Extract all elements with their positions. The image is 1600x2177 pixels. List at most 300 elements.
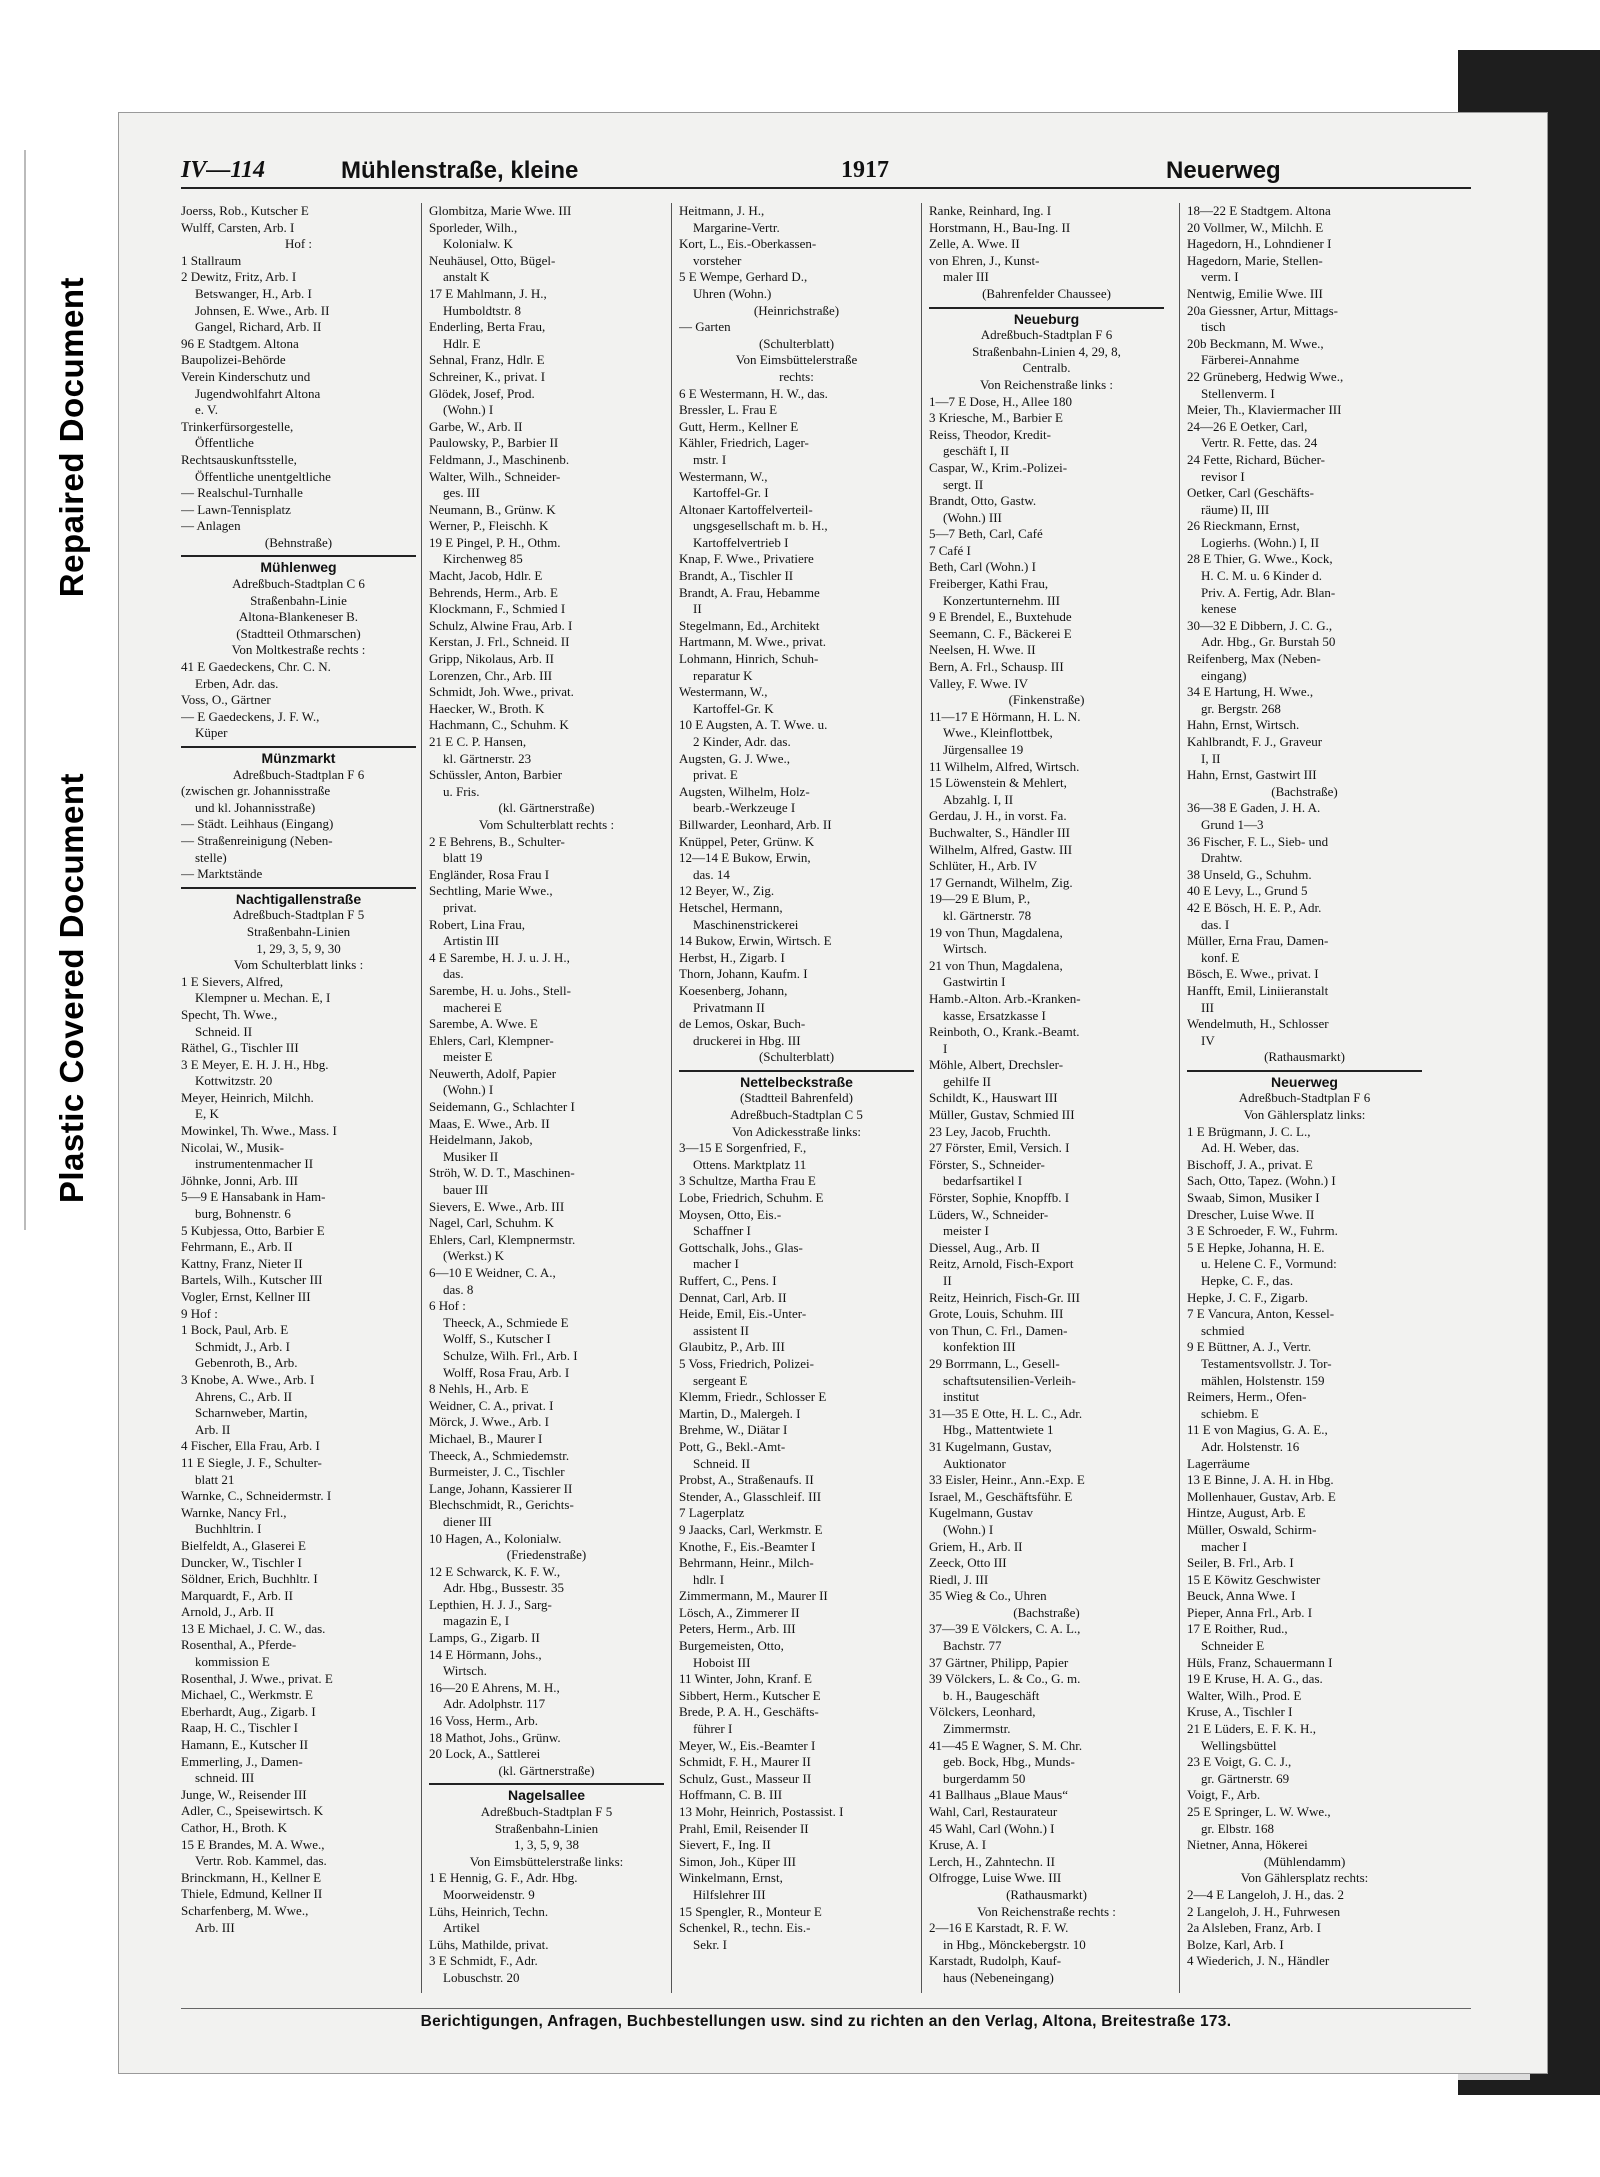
section-note: Von Gählersplatz links:: [1243, 1107, 1366, 1123]
directory-entry: 16 Voss, Herm., Arb.: [429, 1713, 538, 1729]
directory-entry: 1 E Brügmann, J. C. L.,: [1187, 1123, 1311, 1139]
entry-continuation: I: [943, 1040, 948, 1056]
directory-entry: Schulz, Gust., Masseur II: [679, 1770, 812, 1786]
directory-entry: Räthel, G., Tischler III: [181, 1040, 299, 1056]
directory-entry: 15 E Brandes, M. A. Wwe.,: [181, 1836, 325, 1852]
directory-entry: Heide, Emil, Eis.-Unter-: [679, 1306, 807, 1322]
directory-entry: 11 E von Magius, G. A. E.,: [1187, 1422, 1328, 1438]
directory-entry: Karstadt, Rudolph, Kauf-: [929, 1953, 1062, 1969]
section-note: (Behnstraße): [264, 534, 333, 550]
directory-entry: Bischoff, J. A., privat. E: [1187, 1156, 1313, 1172]
directory-entry: Lühs, Heinrich, Techn.: [429, 1903, 549, 1919]
directory-entry: Brinckmann, H., Kellner E: [181, 1869, 322, 1885]
entry-continuation: kl. Gärtnerstr. 23: [443, 750, 532, 766]
directory-entry: Förster, S., Schneider-: [929, 1156, 1045, 1172]
entry-continuation: schiebm. E: [1201, 1405, 1259, 1421]
directory-entry: Reitz, Heinrich, Fisch-Gr. III: [929, 1289, 1080, 1305]
section-note: (Schulterblatt): [758, 335, 835, 351]
entry-continuation: konf. E: [1201, 949, 1240, 965]
entry-continuation: Färberei-Annahme: [1201, 352, 1300, 368]
entry-continuation: Margarine-Vertr.: [693, 219, 780, 235]
directory-entry: Kugelmann, Gustav: [929, 1505, 1033, 1521]
directory-entry: — Marktstände: [181, 866, 263, 882]
section-note: (Finkenstraße): [1008, 692, 1085, 708]
section-note: Adreßbuch-Stadtplan F 5: [480, 1804, 613, 1819]
entry-continuation: meister E: [443, 1049, 493, 1065]
entry-continuation: Zimmermstr.: [943, 1721, 1011, 1737]
directory-entry: 11 Wilhelm, Alfred, Wirtsch.: [929, 758, 1080, 774]
directory-entry: Gripp, Nikolaus, Arb. II: [429, 651, 554, 667]
directory-entry: Lüders, W., Schneider-: [929, 1206, 1049, 1222]
directory-entry: Klemm, Friedr., Schlosser E: [679, 1389, 827, 1405]
entry-continuation: anstalt K: [443, 269, 490, 285]
directory-entry: Pott, G., Bekl.-Amt-: [679, 1438, 786, 1454]
column-divider: [421, 203, 422, 1993]
directory-entry: 10 E Augsten, A. T. Wwe. u.: [679, 717, 828, 733]
entry-continuation: Wolff, Rosa Frau, Arb. I: [443, 1364, 570, 1380]
directory-entry: 5—9 E Hansabank in Ham-: [181, 1189, 326, 1205]
directory-entry: Sechtling, Marie Wwe.,: [429, 883, 553, 899]
directory-entry: 18—22 E Stadtgem. Altona: [1187, 203, 1331, 218]
section-note: Straßenbahn-Linien 4, 29, 8,: [972, 343, 1121, 359]
directory-entry: 3 E Schroeder, F. W., Fuhrm.: [1187, 1223, 1338, 1239]
directory-entry: 20a Giessner, Artur, Mittags-: [1187, 302, 1338, 318]
entry-continuation: Arb. II: [195, 1421, 231, 1437]
directory-entry: 33 Eisler, Heinr., Ann.-Exp. E: [929, 1472, 1085, 1488]
entry-continuation: IV: [1201, 1032, 1215, 1048]
entry-continuation: bedarfsartikel I: [943, 1173, 1023, 1189]
directory-entry: 9 Jaacks, Carl, Werkmstr. E: [679, 1521, 823, 1537]
directory-entry: Meyer, W., Eis.-Beamter I: [679, 1737, 816, 1753]
directory-entry: Joerss, Rob., Kutscher E: [181, 203, 309, 218]
entry-continuation: u. Fris.: [443, 783, 480, 799]
directory-entry: 11 Winter, John, Kranf. E: [679, 1671, 812, 1687]
directory-entry: Hüls, Franz, Schauermann I: [1187, 1654, 1333, 1670]
directory-entry: Walter, Wilh., Schneider-: [429, 468, 561, 484]
directory-entry: Valley, F. Wwe. IV: [929, 675, 1028, 691]
entry-continuation: H. C. M. u. 6 Kinder d.: [1201, 568, 1322, 584]
directory-entry: Schenkel, R., techn. Eis.-: [679, 1920, 811, 1936]
directory-entry: Brede, P. A. H., Geschäfts-: [679, 1704, 819, 1720]
directory-entry: Schreiner, K., privat. I: [429, 368, 546, 384]
directory-entry: Voss, O., Gärtner: [181, 692, 271, 708]
directory-entry: 36—38 E Gaden, J. H. A.: [1187, 800, 1321, 816]
directory-entry: Glödek, Josef, Prod.: [429, 385, 535, 401]
directory-entry: 23 Ley, Jacob, Fruchth.: [929, 1123, 1051, 1139]
section-note: (Mühlendamm): [1263, 1853, 1346, 1869]
entry-continuation: e. V.: [195, 402, 218, 418]
header-left-street: Mühlenstraße, kleine: [341, 157, 579, 184]
section-note: Vom Schulterblatt rechts :: [478, 816, 615, 832]
entry-continuation: Grund 1—3: [1201, 816, 1264, 832]
directory-entry: — Straßenreinigung (Neben-: [181, 832, 333, 848]
column-4: [929, 203, 1164, 1993]
section-note: Straßenbahn-Linien: [494, 1820, 599, 1836]
directory-entry: Hetschel, Hermann,: [679, 899, 783, 915]
directory-entry: Kort, L., Eis.-Oberkassen-: [679, 236, 817, 252]
entry-continuation: burgerdamm 50: [943, 1770, 1026, 1786]
entry-continuation: Sekr. I: [693, 1936, 727, 1952]
directory-entry: 20 Vollmer, W., Milchh. E: [1187, 219, 1324, 235]
column-3: [679, 203, 914, 1993]
entry-continuation: räume) II, III: [1201, 501, 1270, 517]
directory-entry: Pieper, Anna Frl., Arb. I: [1187, 1604, 1313, 1620]
directory-entry: Maas, E. Wwe., Arb. II: [429, 1115, 550, 1131]
directory-entry: Hepke, J. C. F., Zigarb.: [1187, 1289, 1308, 1305]
entry-continuation: druckerei in Hbg. III: [693, 1032, 801, 1048]
directory-entry: Augsten, G. J. Wwe.,: [679, 750, 790, 766]
directory-entry: Zelle, A. Wwe. II: [929, 236, 1020, 252]
directory-entry: Buchwalter, S., Händler III: [929, 824, 1070, 840]
directory-entry: 11—17 E Hörmann, H. L. N.: [929, 708, 1081, 724]
directory-entry: Hamb.-Alton. Arb.-Kranken-: [929, 990, 1081, 1006]
directory-entry: Burgemeisten, Otto,: [679, 1638, 784, 1654]
section-note: Von Gählersplatz rechts:: [1240, 1870, 1369, 1886]
directory-entry: Hanfft, Emil, Liniieranstalt: [1187, 982, 1329, 998]
street-heading: Nettelbeckstraße: [679, 1070, 914, 1091]
directory-entry: Reimers, Herm., Ofen-: [1187, 1389, 1307, 1405]
directory-entry: Schmidt, F. H., Maurer II: [679, 1754, 811, 1770]
directory-entry: Raap, H. C., Tischler I: [181, 1720, 298, 1736]
section-note: Adreßbuch-Stadtplan F 6: [980, 327, 1113, 343]
directory-entry: — Anlagen: [181, 518, 241, 534]
directory-entry: Emmerling, J., Damen-: [181, 1753, 303, 1769]
directory-entry: 21 von Thun, Magdalena,: [929, 957, 1063, 973]
directory-entry: 1 E Hennig, G. F., Adr. Hbg.: [429, 1870, 578, 1886]
directory-entry: 15 Spengler, R., Monteur E: [679, 1903, 822, 1919]
header-right-street: Neuerweg: [1166, 157, 1281, 184]
entry-continuation: haus (Nebeneingang): [943, 1969, 1054, 1985]
directory-entry: Sievers, E. Wwe., Arb. III: [429, 1198, 565, 1214]
directory-entry: Reinboth, O., Krank.-Beamt.: [929, 1024, 1080, 1040]
entry-continuation: Maschinenstrickerei: [693, 916, 799, 932]
directory-entry: Wulff, Carsten, Arb. I: [181, 219, 295, 235]
directory-entry: 12 E Schwarck, K. F. W.,: [429, 1563, 561, 1579]
directory-entry: Thiele, Edmund, Kellner II: [181, 1886, 323, 1902]
directory-entry: 1 Bock, Paul, Arb. E: [181, 1322, 289, 1338]
entry-continuation: hdlr. I: [693, 1571, 725, 1587]
directory-entry: Gerdau, J. H., in vorst. Fa.: [929, 808, 1067, 824]
publisher-footer: Berichtigungen, Anfragen, Buchbestellungen usw. sind zu richten an den Verlag, Altona, Breitestraße 173.: [181, 2008, 1471, 2031]
entry-continuation: Schneider E: [1201, 1638, 1265, 1654]
directory-entry: 20 Lock, A., Sattlerei: [429, 1746, 541, 1762]
directory-entry: 42 E Bösch, H. E. P., Adr.: [1187, 899, 1322, 915]
directory-entry: Kruse, A., Tischler I: [1187, 1704, 1293, 1720]
directory-entry: Diessel, Aug., Arb. II: [929, 1239, 1040, 1255]
directory-entry: 12 Beyer, W., Zig.: [679, 883, 775, 899]
directory-entry: 7 Café I: [929, 542, 971, 558]
directory-entry: Sarembe, H. u. Johs., Stell-: [429, 982, 571, 998]
entry-continuation: assistent II: [693, 1322, 749, 1338]
directory-entry: Michael, C., Werkmstr. E: [181, 1687, 313, 1703]
directory-entry: 2 E Behrens, B., Schulter-: [429, 833, 565, 849]
entry-continuation: Johnsen, E. Wwe., Arb. II: [195, 302, 330, 318]
entry-continuation: Musiker II: [443, 1148, 499, 1164]
directory-entry: 41 E Gaedeckens, Chr. C. N.: [181, 659, 331, 675]
directory-entry: 2a Alsleben, Franz, Arb. I: [1187, 1920, 1321, 1936]
directory-entry: Feldmann, J., Maschinenb.: [429, 451, 570, 467]
directory-entry: Kerstan, J. Frl., Schneid. II: [429, 634, 570, 650]
directory-entry: Engländer, Rosa Frau I: [429, 866, 550, 882]
entry-continuation: (Wohn.) I: [443, 402, 494, 418]
directory-entry: Neelsen, H. Wwe. II: [929, 642, 1036, 658]
directory-entry: Glombitza, Marie Wwe. III: [429, 203, 572, 218]
directory-entry: Sievert, F., Ing. II: [679, 1837, 771, 1853]
directory-entry: Knüppel, Peter, Grünw. K: [679, 833, 815, 849]
page-number: IV—114: [181, 157, 266, 183]
entry-continuation: Privatmann II: [693, 999, 765, 1015]
directory-entry: Nietner, Anna, Hökerei: [1187, 1837, 1308, 1853]
entry-continuation: mstr. I: [693, 451, 727, 467]
entry-continuation: Abzahlg. I, II: [943, 791, 1014, 807]
directory-entry: 2—4 E Langeloh, J. H., das. 2: [1187, 1886, 1345, 1902]
directory-entry: Lerch, H., Zahntechn. II: [929, 1853, 1055, 1869]
entry-continuation: Artikel: [443, 1920, 480, 1936]
directory-entry: Billwarder, Leonhard, Arb. II: [679, 816, 832, 832]
directory-entry: Peters, Herm., Arb. III: [679, 1621, 796, 1637]
entry-continuation: Öffentliche: [195, 435, 254, 451]
directory-entry: 24 Fette, Richard, Bücher-: [1187, 451, 1326, 467]
directory-entry: Fehrmann, E., Arb. II: [181, 1239, 293, 1255]
directory-entry: Warnke, C., Schneidermstr. I: [181, 1488, 332, 1504]
entry-continuation: I, II: [1201, 750, 1221, 766]
directory-entry: 3 Schultze, Martha Frau E: [679, 1173, 816, 1189]
directory-entry: 17 E Roither, Rud.,: [1187, 1621, 1288, 1637]
directory-entry: Sehnal, Franz, Hdlr. E: [429, 352, 545, 368]
directory-entry: Oetker, Carl (Geschäfts-: [1187, 485, 1314, 501]
entry-continuation: ungsgesellschaft m. b. H.,: [693, 518, 828, 534]
directory-entry: Theeck, A., Schmiedemstr.: [429, 1447, 570, 1463]
directory-entry: von Thun, C. Frl., Damen-: [929, 1322, 1068, 1338]
entry-continuation: Auktionator: [943, 1455, 1006, 1471]
entry-continuation: Hoboist III: [693, 1654, 751, 1670]
directory-entry: Weidner, C. A., privat. I: [429, 1397, 554, 1413]
entry-continuation: b. H., Baugeschäft: [943, 1687, 1040, 1703]
directory-entry: Knap, F. Wwe., Privatiere: [679, 551, 814, 567]
directory-entry: 5 E Wempe, Gerhard D.,: [679, 269, 808, 285]
entry-continuation: das. I: [1201, 916, 1230, 932]
entry-continuation: Schaffner I: [693, 1223, 751, 1239]
entry-continuation: u. Helene C. F., Vormund:: [1201, 1256, 1337, 1272]
entry-continuation: gr. Elbstr. 168: [1201, 1820, 1274, 1836]
directory-entry: Wahl, Carl, Restaurateur: [929, 1804, 1058, 1819]
entry-continuation: geb. Bock, Hbg., Munds-: [943, 1754, 1075, 1770]
section-note: (kl. Gärtnerstraße): [498, 1762, 595, 1778]
entry-continuation: Wwe., Kleinflottbek,: [943, 725, 1053, 741]
entry-continuation: Ottens. Marktplatz 11: [693, 1156, 807, 1172]
directory-entry: Seiler, B. Frl., Arb. I: [1187, 1555, 1294, 1571]
directory-entry: Bielfeldt, A., Glaserei E: [181, 1537, 306, 1553]
directory-entry: Hahn, Ernst, Gastwirt III: [1187, 767, 1317, 783]
section-note: Von Eimsbüttelerstraße links:: [469, 1853, 624, 1869]
directory-entry: Reiss, Theodor, Kredit-: [929, 426, 1051, 442]
directory-entry: Behrends, Herm., Arb. E: [429, 584, 558, 600]
entry-continuation: Adr. Adolphstr. 117: [443, 1696, 546, 1712]
directory-entry: 38 Unseld, G., Schuhm.: [1187, 866, 1312, 882]
directory-entry: Glaubitz, P., Arb. III: [679, 1339, 785, 1355]
directory-entry: 12—14 E Bukow, Erwin,: [679, 850, 811, 866]
entry-continuation: II: [943, 1273, 952, 1288]
directory-entry: 37 Gärtner, Philipp, Papier: [929, 1654, 1069, 1670]
directory-entry: Mowinkel, Th. Wwe., Mass. I: [181, 1123, 337, 1139]
directory-entry: 37—39 E Völckers, C. A. L.,: [929, 1621, 1081, 1637]
entry-continuation: Küper: [195, 725, 228, 741]
directory-entry: 28 E Thier, G. Wwe., Kock,: [1187, 551, 1333, 567]
directory-page: [118, 112, 1548, 2074]
entry-continuation: Arb. III: [195, 1919, 235, 1935]
directory-entry: 41—45 E Wagner, S. M. Chr.: [929, 1737, 1083, 1753]
entry-continuation: kl. Gärtnerstr. 78: [943, 907, 1032, 923]
entry-continuation: stelle): [195, 849, 227, 865]
directory-entry: 1 E Sievers, Alfred,: [181, 973, 284, 989]
directory-entry: de Lemos, Oskar, Buch-: [679, 1016, 806, 1032]
entry-continuation: verm. I: [1201, 269, 1239, 285]
directory-entry: 19 E Pingel, P. H., Othm.: [429, 534, 561, 550]
directory-entry: 1—7 E Dose, H., Allee 180: [929, 393, 1072, 409]
section-note: Von Eimsbüttelerstraße: [735, 352, 858, 368]
directory-entry: Altonaer Kartoffelverteil-: [679, 501, 813, 517]
directory-entry: Brandt, A., Tischler II: [679, 568, 794, 584]
directory-entry: Hagedorn, Marie, Stellen-: [1187, 252, 1323, 268]
entry-continuation: schmied: [1201, 1322, 1245, 1338]
directory-entry: 7 Lagerplatz: [679, 1505, 745, 1521]
section-note: Adreßbuch-Stadtplan F 6: [1238, 1090, 1371, 1106]
directory-entry: 18 Mathot, Johs., Grünw.: [429, 1729, 561, 1745]
column-divider: [1179, 203, 1180, 1993]
directory-entry: Mörck, J. Wwe., Arb. I: [429, 1414, 549, 1430]
entry-continuation: kenese: [1201, 601, 1237, 617]
directory-entry: 10 Hagen, A., Kolonialw.: [429, 1530, 562, 1546]
entry-continuation: Scharnweber, Martin,: [195, 1405, 308, 1421]
directory-entry: Verein Kinderschutz und: [181, 368, 311, 384]
section-note: (Rathausmarkt): [1006, 1886, 1087, 1902]
directory-entry: Knothe, F., Eis.-Beamter I: [679, 1538, 816, 1554]
entry-continuation: Schmidt, J., Arb. I: [195, 1338, 290, 1354]
directory-entry: Caspar, W., Krim.-Polizei-: [929, 459, 1068, 475]
entry-continuation: Kartoffel-Gr. I: [693, 485, 769, 501]
directory-entry: Nicolai, W., Musik-: [181, 1139, 284, 1155]
directory-entry: 5—7 Beth, Carl, Café: [929, 526, 1043, 542]
directory-entry: Adler, C., Speisewirtsch. K: [181, 1803, 324, 1819]
directory-entry: Gottschalk, Johs., Glas-: [679, 1239, 803, 1255]
directory-entry: Voigt, F., Arb.: [1187, 1787, 1261, 1803]
entry-continuation: meister I: [943, 1223, 989, 1239]
entry-continuation: Wellingsbüttel: [1201, 1737, 1277, 1753]
entry-continuation: revisor I: [1201, 468, 1245, 484]
directory-entry: 26 Rieckmann, Ernst,: [1187, 518, 1300, 534]
entry-continuation: Wirtsch.: [943, 941, 987, 957]
directory-entry: Lobe, Friedrich, Schuhm. E: [679, 1190, 824, 1206]
directory-entry: 2 Dewitz, Fritz, Arb. I: [181, 269, 297, 285]
section-note: 1, 3, 5, 9, 38: [514, 1837, 579, 1853]
directory-entry: Herbst, H., Zigarb. I: [679, 949, 785, 965]
directory-entry: 36 Fischer, F. L., Sieb- und: [1187, 833, 1329, 849]
directory-entry: Prahl, Emil, Reisender II: [679, 1820, 809, 1836]
entry-continuation: Adr. Hbg., Gr. Burstah 50: [1201, 634, 1336, 650]
directory-entry: 21 E Lüders, E. F. K. H.,: [1187, 1721, 1316, 1737]
directory-entry: Ruffert, C., Pens. I: [679, 1273, 777, 1288]
section-note: (kl. Gärtnerstraße): [498, 800, 595, 816]
directory-entry: — E Gaedeckens, J. F. W.,: [181, 708, 320, 724]
entry-continuation: Kartoffelvertrieb I: [693, 534, 789, 550]
entry-continuation: Uhren (Wohn.): [693, 285, 772, 301]
directory-entry: Enderling, Berta Frau,: [429, 319, 546, 335]
directory-entry: 23 E Voigt, G. C. J.,: [1187, 1754, 1292, 1770]
section-note: (Bachstraße): [1013, 1604, 1080, 1620]
directory-entry: — Lawn-Tennisplatz: [181, 501, 291, 517]
directory-entry: 40 E Levy, L., Grund 5: [1187, 883, 1308, 899]
entry-continuation: blatt 19: [443, 850, 483, 866]
directory-entry: Stender, A., Glasschleif. III: [679, 1488, 822, 1504]
directory-entry: Kattny, Franz, Nieter II: [181, 1255, 303, 1271]
directory-entry: Nentwig, Emilie Wwe. III: [1187, 285, 1323, 301]
directory-entry: 4 Wiederich, J. N., Händler: [1187, 1953, 1330, 1969]
directory-entry: Bolze, Karl, Arb. I: [1187, 1936, 1284, 1952]
directory-entry: 13 Mohr, Heinrich, Postassist. I: [679, 1804, 844, 1819]
side-divider: [24, 150, 26, 1230]
directory-entry: Olfrogge, Luise Wwe. III: [929, 1870, 1062, 1886]
section-note: (Stadtteil Bahrenfeld): [740, 1090, 853, 1106]
directory-entry: Blechschmidt, R., Gerichts-: [429, 1497, 574, 1513]
entry-continuation: Erben, Adr. das.: [195, 675, 279, 691]
directory-entry: Reitz, Arnold, Fisch-Export: [929, 1256, 1074, 1272]
directory-entry: 21 E C. P. Hansen,: [429, 734, 527, 749]
directory-entry: 5 Voss, Friedrich, Polizei-: [679, 1355, 814, 1371]
section-note: (Schulterblatt): [758, 1049, 835, 1065]
directory-entry: Grote, Louis, Schuhm. III: [929, 1306, 1064, 1322]
directory-entry: 13 E Michael, J. C. W., das.: [181, 1620, 326, 1636]
directory-entry: Wendelmuth, H., Schlosser: [1187, 1016, 1329, 1032]
directory-entry: Swaab, Simon, Musiker I: [1187, 1190, 1320, 1206]
directory-entry: 19—29 E Blum, P.,: [929, 891, 1031, 907]
directory-entry: von Ehren, J., Kunst-: [929, 252, 1040, 268]
directory-entry: Stegelmann, Ed., Architekt: [679, 617, 820, 633]
entry-continuation: institut: [943, 1389, 980, 1405]
directory-entry: — Garten: [679, 319, 731, 335]
column-divider: [671, 203, 672, 1993]
directory-entry: 4 E Sarembe, H. J. u. J. H.,: [429, 949, 570, 965]
entry-continuation: Ad. H. Weber, das.: [1201, 1140, 1300, 1156]
entry-continuation: Gebenroth, B., Arb.: [195, 1355, 298, 1371]
entry-continuation: Stellenverm. I: [1201, 385, 1275, 401]
directory-entry: Moysen, Otto, Eis.-: [679, 1206, 782, 1222]
directory-entry: Baupolizei-Behörde: [181, 352, 286, 368]
entry-continuation: (Wohn.) I: [943, 1521, 994, 1537]
directory-entry: Zimmermann, M., Maurer II: [679, 1588, 828, 1604]
entry-continuation: kasse, Ersatzkasse I: [943, 1007, 1046, 1023]
directory-entry: 3 Knobe, A. Wwe., Arb. I: [181, 1371, 315, 1387]
directory-entry: Lühs, Mathilde, privat.: [429, 1936, 549, 1952]
section-note: Adreßbuch-Stadtplan C 6: [232, 576, 365, 592]
entry-continuation: E, K: [195, 1106, 219, 1122]
directory-entry: Mollenhauer, Gustav, Arb. E: [1187, 1488, 1336, 1504]
directory-entry: Freiberger, Kathi Frau,: [929, 576, 1049, 592]
entry-continuation: magazin E, I: [443, 1613, 510, 1629]
entry-continuation: Adr. Holstenstr. 16: [1201, 1438, 1300, 1454]
section-note: (Friedenstraße): [506, 1547, 587, 1563]
directory-entry: Walter, Wilh., Prod. E: [1187, 1687, 1302, 1703]
directory-entry: Eberhardt, Aug., Zigarb. I: [181, 1703, 316, 1719]
entry-continuation: Schneid. II: [693, 1455, 751, 1471]
section-note: (Bahrenfelder Chaussee): [982, 285, 1111, 301]
entry-continuation: Bachstr. 77: [943, 1638, 1002, 1654]
entry-continuation: privat. E: [693, 767, 738, 783]
entry-continuation: Hilfslehrer III: [693, 1886, 766, 1902]
directory-entry: Michael, B., Maurer I: [429, 1430, 543, 1446]
entry-continuation: burg, Bohnenstr. 6: [195, 1206, 291, 1222]
entry-continuation: (Wohn.) I: [443, 1082, 494, 1098]
directory-entry: Scharfenberg, M. Wwe.,: [181, 1902, 309, 1918]
